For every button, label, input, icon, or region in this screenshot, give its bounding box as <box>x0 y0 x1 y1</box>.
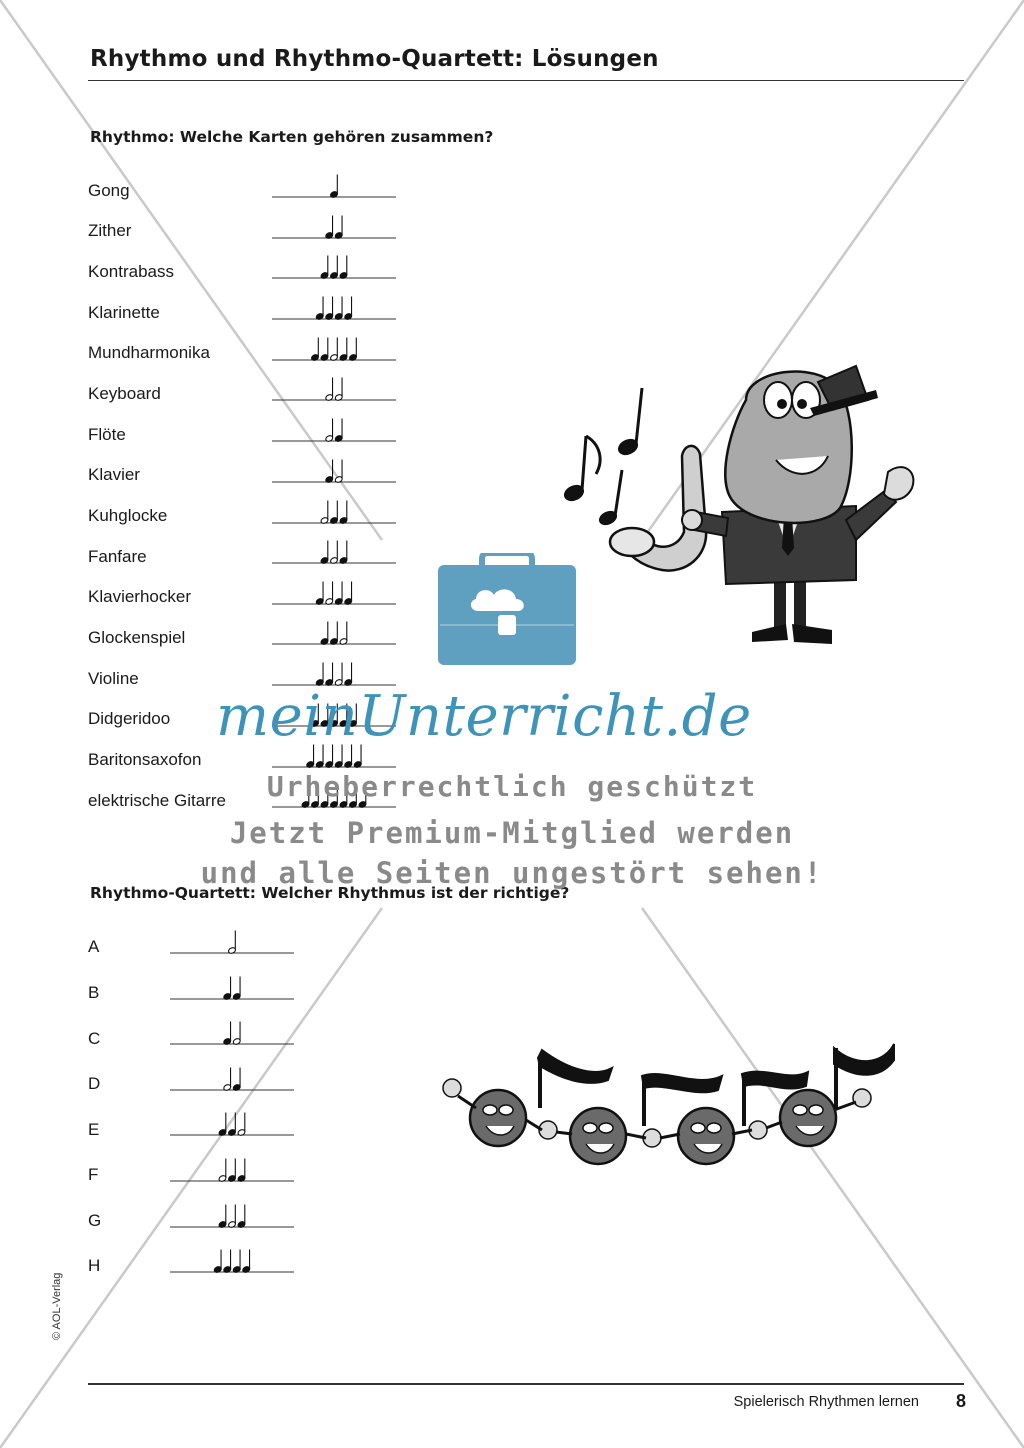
quarter-note <box>339 501 348 525</box>
option-letter: B <box>88 983 100 1002</box>
rhythm-staff <box>170 966 294 1006</box>
rhythm-staff <box>272 408 396 448</box>
instrument-label: Baritonsaxofon <box>88 750 202 769</box>
half-note <box>325 582 334 606</box>
quarter-note <box>242 1250 251 1274</box>
quarter-note <box>325 297 334 321</box>
option-letter: C <box>88 1029 101 1048</box>
instrument-label: Mundharmonika <box>88 343 210 362</box>
half-note <box>330 541 339 565</box>
rhythm-staff <box>272 327 396 367</box>
rhythm-staff <box>272 286 396 326</box>
instrument-label: Kontrabass <box>88 262 174 281</box>
quarter-note <box>237 1159 246 1183</box>
rhythm-staff <box>170 1057 294 1097</box>
instrument-label: Violine <box>88 669 139 688</box>
quarter-note <box>330 501 339 525</box>
quarter-note <box>334 582 343 606</box>
option-letter: D <box>88 1074 101 1093</box>
quarter-note <box>223 1250 232 1274</box>
quarter-note <box>223 977 232 1001</box>
quarter-note <box>344 297 353 321</box>
instrument-label: Klavierhocker <box>88 587 191 606</box>
quarter-note <box>218 1205 227 1229</box>
half-note <box>325 378 334 402</box>
half-note <box>334 663 343 687</box>
saxophone-player-illustration <box>556 360 922 660</box>
quarter-note <box>315 582 324 606</box>
instrument-label: Zither <box>88 221 132 240</box>
quarter-note <box>228 1159 237 1183</box>
half-note <box>237 1113 246 1137</box>
quarter-note <box>232 977 241 1001</box>
instrument-label: Klarinette <box>88 303 160 322</box>
quarter-note <box>223 1022 232 1046</box>
rhythm-staff <box>272 367 396 407</box>
watermark-brand: meinUnterricht.de <box>216 684 752 749</box>
rhythm-staff <box>272 490 396 530</box>
quarter-note <box>320 256 329 280</box>
quarter-note <box>330 622 339 646</box>
quarter-note <box>320 338 329 362</box>
rhythm-staff <box>170 1102 294 1142</box>
half-note <box>228 1205 237 1229</box>
quarter-note <box>339 541 348 565</box>
quarter-note <box>218 1113 227 1137</box>
watermark-line-1: Urheberrechtlich geschützt <box>266 770 758 803</box>
quarter-note <box>330 256 339 280</box>
instrument-label: Kuhglocke <box>88 506 168 525</box>
rhythm-staff <box>170 1239 294 1279</box>
page-number: 8 <box>955 1391 966 1411</box>
quarter-note <box>232 1250 241 1274</box>
quarter-note <box>237 1205 246 1229</box>
option-letter: E <box>88 1120 100 1139</box>
footer-title: Spielerisch Rhythmen lernen <box>733 1394 919 1410</box>
instrument-label: Glockenspiel <box>88 628 186 647</box>
quarter-note <box>330 175 339 199</box>
half-note <box>334 460 343 484</box>
quarter-note <box>325 460 334 484</box>
option-letter: A <box>88 937 100 956</box>
option-letter: H <box>88 1256 101 1275</box>
quarter-note <box>334 216 343 240</box>
quarter-note <box>228 1113 237 1137</box>
quarter-note <box>344 663 353 687</box>
rhythm-staff <box>272 611 396 651</box>
quarter-note <box>334 297 343 321</box>
watermark-line-2: Jetzt Premium-Mitglied werden <box>229 816 795 850</box>
quarter-note <box>349 338 358 362</box>
option-letter: G <box>88 1211 102 1230</box>
section1-heading: Rhythmo: Welche Karten gehören zusammen? <box>90 128 494 146</box>
quarter-note <box>232 1068 241 1092</box>
quarter-note <box>339 338 348 362</box>
instrument-label: Keyboard <box>88 384 161 403</box>
rhythm-staff <box>272 245 396 285</box>
quarter-note <box>320 622 329 646</box>
watermark-line-3: und alle Seiten ungestört sehen! <box>200 856 824 890</box>
instrument-label: Didgeridoo <box>88 709 171 728</box>
quarter-note <box>315 297 324 321</box>
half-note <box>223 1068 232 1092</box>
half-note <box>339 622 348 646</box>
rhythm-staff <box>272 530 396 570</box>
half-note <box>232 1022 241 1046</box>
half-note <box>325 419 334 443</box>
title-rule <box>88 80 964 81</box>
instrument-label: Gong <box>88 181 130 200</box>
instrument-label: Fanfare <box>88 547 147 566</box>
half-note <box>228 931 237 955</box>
briefcase-logo-icon <box>438 553 576 665</box>
quarter-note <box>315 663 324 687</box>
instrument-label: Klavier <box>88 465 140 484</box>
instrument-label: Flöte <box>88 425 126 444</box>
half-note <box>334 378 343 402</box>
quarter-note <box>344 582 353 606</box>
quarter-note <box>325 663 334 687</box>
quarter-note <box>213 1250 222 1274</box>
rhythm-staff <box>170 920 294 960</box>
rhythm-staff <box>272 205 396 245</box>
half-note <box>320 501 329 525</box>
option-letter: F <box>88 1165 99 1184</box>
page-title: Rhythmo und Rhythmo-Quartett: Lösungen <box>90 46 659 72</box>
section2-heading: Rhythmo-Quartett: Welcher Rhythmus ist der richtige? <box>90 884 570 902</box>
rhythm-staff <box>170 1011 294 1051</box>
quarter-note <box>320 541 329 565</box>
rhythm-staff <box>170 1148 294 1188</box>
quarter-note <box>311 338 320 362</box>
half-note <box>218 1159 227 1183</box>
instrument-label: elektrische Gitarre <box>88 791 226 810</box>
rhythm-staff <box>272 571 396 611</box>
rhythm-staff <box>170 1194 294 1234</box>
rhythm-staff <box>272 449 396 489</box>
half-note <box>330 338 339 362</box>
copyright-notice: © AOL-Verlag <box>51 1272 63 1340</box>
dancing-notes-illustration <box>436 1038 924 1170</box>
quarter-note <box>334 419 343 443</box>
rhythm-staff <box>272 164 396 204</box>
quarter-note <box>339 256 348 280</box>
footer-rule <box>88 1383 964 1385</box>
quarter-note <box>325 216 334 240</box>
